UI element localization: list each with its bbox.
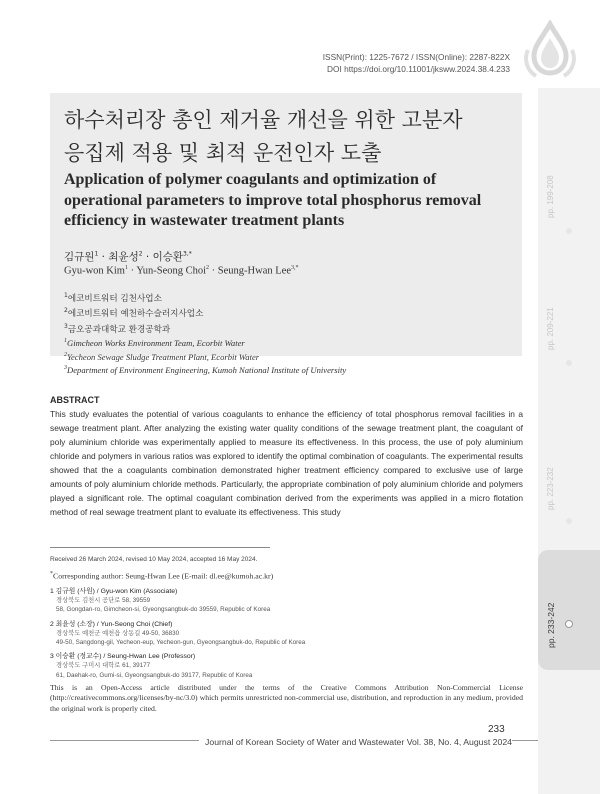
affiliation-text: 에코비트워터 예천하수슬러지사업소 bbox=[67, 309, 204, 320]
korean-title bbox=[64, 104, 514, 170]
author-detail-1 bbox=[50, 587, 520, 615]
affiliation-text: 금오공과대학교 환경공학과 bbox=[67, 324, 171, 335]
affiliation-sup: 1 bbox=[94, 250, 99, 258]
author-2-ko: 최윤성 bbox=[108, 251, 139, 263]
korean-title-line1: 하수처리장 총인 제거율 개선을 위한 고분자 bbox=[64, 108, 463, 132]
journal-footer: Journal of Korean Society of Water and Wastewater Vol. 38, No. 4, August 2024 bbox=[199, 737, 512, 747]
abstract-heading: ABSTRACT bbox=[50, 395, 100, 405]
author-detail-address-ko: 경상북도 김천시 공단로 58, 39559 bbox=[56, 597, 151, 605]
side-tab-dot bbox=[566, 228, 572, 234]
author-detail-address-ko: 경상북도 예천군 예천읍 상동길 49-50, 36830 bbox=[56, 629, 180, 637]
doi-text: DOI https://doi.org/10.11001/jksww.2024.38.4.233 bbox=[327, 63, 510, 74]
author-3-en: Seung-Hwan Lee bbox=[217, 265, 291, 277]
author-details bbox=[50, 587, 520, 685]
received-dates: Received 26 March 2024, revised 10 May 2024, accepted 16 May 2024. bbox=[50, 556, 258, 563]
author-sep: · bbox=[98, 251, 109, 263]
affiliation-sup: 3,* bbox=[183, 250, 192, 258]
author-sep: · bbox=[142, 251, 153, 263]
affiliations bbox=[64, 290, 346, 377]
affiliation-sup: 1 bbox=[124, 265, 128, 271]
issn-doi-header bbox=[323, 52, 510, 75]
affiliation-sup: 2 bbox=[138, 250, 143, 258]
author-sep: · bbox=[127, 265, 137, 277]
abstract-text: This study evaluates the potential of various coagulants to enhance the efficiency of total phosphorus removal facilities in a sewage treatment plant. After analyzing the existing water quality conditions of the sewage treatment plant, the coagulant of poly aluminium chloride was experimentally applied to measure its effectiveness. In this process, the use of poly aluminium chloride and polymers in various ratios was explored to identify the optimal combination of coagulants. The experimental results showed that the a coagulants combination demonstrated higher treatment efficiency compared to exclusive use of large amounts of poly aluminium chloride methods. Particularly, the appropriate combination of poly aluminium chloride and polymers played a significant role. The optimal coagulant combination derived from the experiments was applied in a micro flotation method of real sewage treatment plant to evaluate its effectiveness. This study bbox=[50, 409, 523, 517]
affiliation-sup: 2 bbox=[64, 351, 67, 358]
korean-authors bbox=[64, 249, 192, 264]
side-tab-pp-223-232[interactable]: pp. 223-232 bbox=[546, 467, 555, 510]
author-1-ko: 김규원 bbox=[64, 251, 95, 263]
affiliation-sup: 3 bbox=[64, 322, 68, 330]
journal-logo-icon bbox=[520, 20, 580, 82]
affiliation-ko-2 bbox=[64, 305, 346, 320]
affiliation-en-3 bbox=[64, 363, 346, 376]
corresponding-sup: * bbox=[50, 571, 53, 577]
affiliation-text: Gimcheon Works Environment Team, Ecorbit Water bbox=[67, 338, 245, 349]
page-number: 233 bbox=[488, 724, 505, 735]
author-detail-2 bbox=[50, 620, 520, 648]
author-2-en: Yun-Seong Choi bbox=[136, 265, 207, 277]
author-detail-head: 2 최윤성 (소장) / Yun-Seong Choi (Chief) bbox=[50, 620, 173, 628]
footnote-divider bbox=[50, 547, 270, 548]
author-detail-head: 3 이승환 (정교수) / Seung-Hwan Lee (Professor) bbox=[50, 653, 196, 661]
issn-text: ISSN(Print): 1225-7672 / ISSN(Online): 2287-822X bbox=[322, 52, 510, 62]
author-detail-address-en: 49-50, Sangdong-gil, Yecheon-eup, Yecheon-gun, Gyeongsangbuk-do, Republic of Korea bbox=[56, 639, 306, 647]
affiliation-sup: 1 bbox=[64, 292, 68, 299]
affiliation-en-1 bbox=[64, 336, 346, 349]
english-authors bbox=[64, 265, 298, 277]
side-tab-pp-199-208[interactable]: pp. 199-208 bbox=[546, 175, 555, 218]
affiliation-sup: 2 bbox=[64, 307, 68, 315]
side-tab-dot bbox=[566, 360, 572, 366]
author-detail-3 bbox=[50, 652, 520, 680]
affiliation-text: Department of Environment Engineering, Kumoh National Institute of University bbox=[67, 365, 347, 376]
corresponding-text: Corresponding author: Seung-Hwan Lee (E-mail: dl.ee@kumoh.ac.kr) bbox=[53, 571, 274, 581]
english-title: Application of polymer coagulants and optimization of operational parameters to improve total phosphorus removal efficiency in wastewater treatment plants bbox=[64, 171, 482, 229]
korean-title-line2: 응집제 적용 및 최적 운전인자 도출 bbox=[64, 141, 382, 165]
affiliation-sup: 3 bbox=[64, 365, 67, 372]
author-sep: · bbox=[209, 265, 218, 277]
affiliation-ko-1 bbox=[64, 290, 346, 305]
open-access-license: This is an Open-Access article distributed under the terms of the Creative Commons Attribution Non-Commercial License (http://creativecommons.org/licenses/by-nc/3.0) which permits unrestricted non-commercial use, distribution, and reproduction in any medium, provided the original work is properly cited. bbox=[50, 683, 523, 713]
author-detail-head: 1 김규원 (사원) / Gyu-won Kim (Associate) bbox=[50, 588, 178, 595]
side-tab-pp-233-242[interactable]: pp. 233-242 bbox=[546, 602, 556, 648]
corresponding-author bbox=[50, 571, 273, 581]
affiliation-sup: 3,* bbox=[290, 265, 299, 271]
author-detail-address-ko: 경상북도 구미시 대학로 61, 39177 bbox=[56, 662, 151, 670]
active-tab-dot bbox=[565, 620, 573, 628]
author-detail-address-en: 58, Gongdan-ro, Gimcheon-si, Gyeongsangbuk-do 39559, Republic of Korea bbox=[56, 606, 271, 614]
affiliation-text: 에코비트워터 김천사업소 bbox=[67, 293, 162, 304]
affiliation-ko-3 bbox=[64, 321, 346, 336]
side-tab-pp-209-221[interactable]: pp. 209-221 bbox=[546, 307, 555, 350]
affiliation-sup: 2 bbox=[206, 265, 210, 271]
author-detail-address-en: 61, Daehak-ro, Gumi-si, Gyeongsangbuk-do 39177, Republic of Korea bbox=[56, 671, 253, 679]
affiliation-sup: 1 bbox=[64, 338, 67, 345]
author-1-en: Gyu-won Kim bbox=[64, 265, 125, 277]
side-tab-dot bbox=[566, 518, 572, 524]
affiliation-text: Yecheon Sewage Sludge Treatment Plant, Ecorbit Water bbox=[67, 351, 260, 362]
affiliation-en-2 bbox=[64, 350, 346, 363]
author-3-ko: 이승환 bbox=[152, 251, 183, 263]
